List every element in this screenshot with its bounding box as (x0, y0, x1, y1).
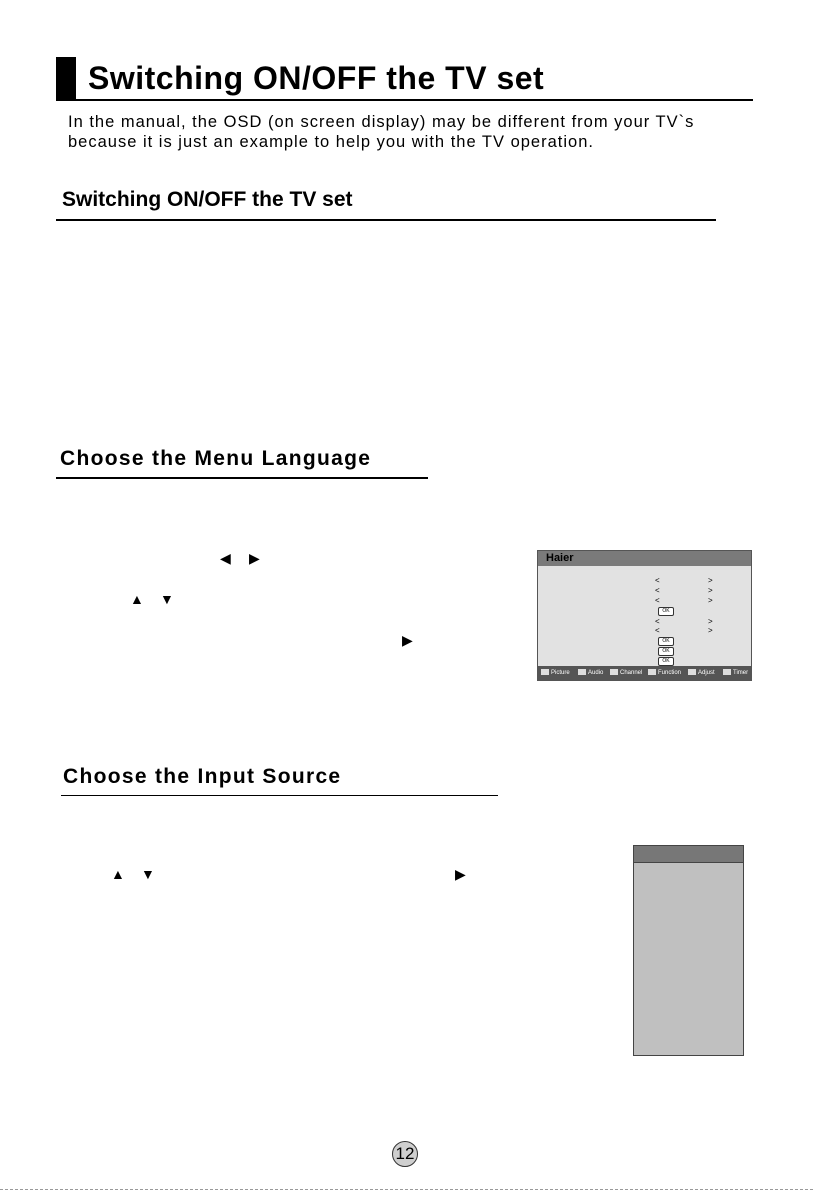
tab-channel: Channel (610, 666, 642, 680)
function-icon (648, 669, 656, 675)
haier-logo: Haier (546, 552, 574, 564)
intro-text (68, 112, 694, 152)
tab-picture: Picture (541, 666, 570, 680)
right-arrow-icon: ▶ (402, 632, 413, 648)
down-arrow-icon: ▼ (141, 866, 155, 882)
picture-icon (541, 669, 549, 675)
page-title: Switching ON/OFF the TV set (88, 60, 545, 96)
section-underline-input (61, 795, 498, 796)
down-arrow-icon: ▼ (160, 591, 174, 607)
osd-row (655, 596, 715, 606)
intro-line-1: In the manual, the OSD (on screen display) may be different from your TV`s (68, 113, 695, 131)
adjust-icon (688, 669, 696, 675)
tab-adjust: Adjust (688, 666, 715, 680)
ok-button: OK (658, 647, 674, 656)
ok-button: OK (658, 607, 674, 616)
tab-audio: Audio (578, 666, 603, 680)
lt-glyph: < (655, 626, 660, 635)
up-arrow-icon: ▲ (111, 866, 125, 882)
section-underline-power (56, 219, 716, 221)
section-underline-language (56, 477, 428, 479)
gt-glyph: > (708, 586, 713, 595)
title-underline (56, 99, 753, 101)
section-title-power: Switching ON/OFF the TV set (62, 188, 353, 211)
section-title-language: Choose the Menu Language (60, 447, 372, 470)
gt-glyph: > (708, 626, 713, 635)
left-arrow-icon: ◀ (220, 550, 231, 566)
section-title-input: Choose the Input Source (63, 765, 342, 788)
osd-row (655, 626, 715, 636)
lt-glyph: < (655, 596, 660, 605)
osd-footer-tabs (538, 666, 751, 680)
osd-function-menu (537, 550, 752, 681)
ok-button: OK (658, 657, 674, 666)
osd-menu-header (538, 551, 751, 566)
timer-icon (723, 669, 731, 675)
tab-function: Function (648, 666, 681, 680)
right-arrow-icon: ▶ (455, 866, 466, 882)
gt-glyph: > (708, 617, 713, 626)
right-arrow-icon: ▶ (249, 550, 260, 566)
page-bottom-edge (0, 1189, 813, 1190)
ok-button: OK (658, 637, 674, 646)
osd-row (655, 586, 715, 596)
lt-glyph: < (655, 617, 660, 626)
lt-glyph: < (655, 576, 660, 585)
page-number: 12 (392, 1141, 418, 1167)
osd-input-source-header (634, 846, 743, 863)
channel-icon (610, 669, 618, 675)
gt-glyph: > (708, 596, 713, 605)
tab-timer: Timer (723, 666, 748, 680)
audio-icon (578, 669, 586, 675)
intro-line-2: because it is just an example to help you with the TV operation. (68, 133, 594, 151)
title-bar-marker (56, 57, 76, 100)
gt-glyph: > (708, 576, 713, 585)
lt-glyph: < (655, 586, 660, 595)
up-arrow-icon: ▲ (130, 591, 144, 607)
osd-row (655, 576, 715, 586)
osd-input-source-menu (633, 845, 744, 1056)
